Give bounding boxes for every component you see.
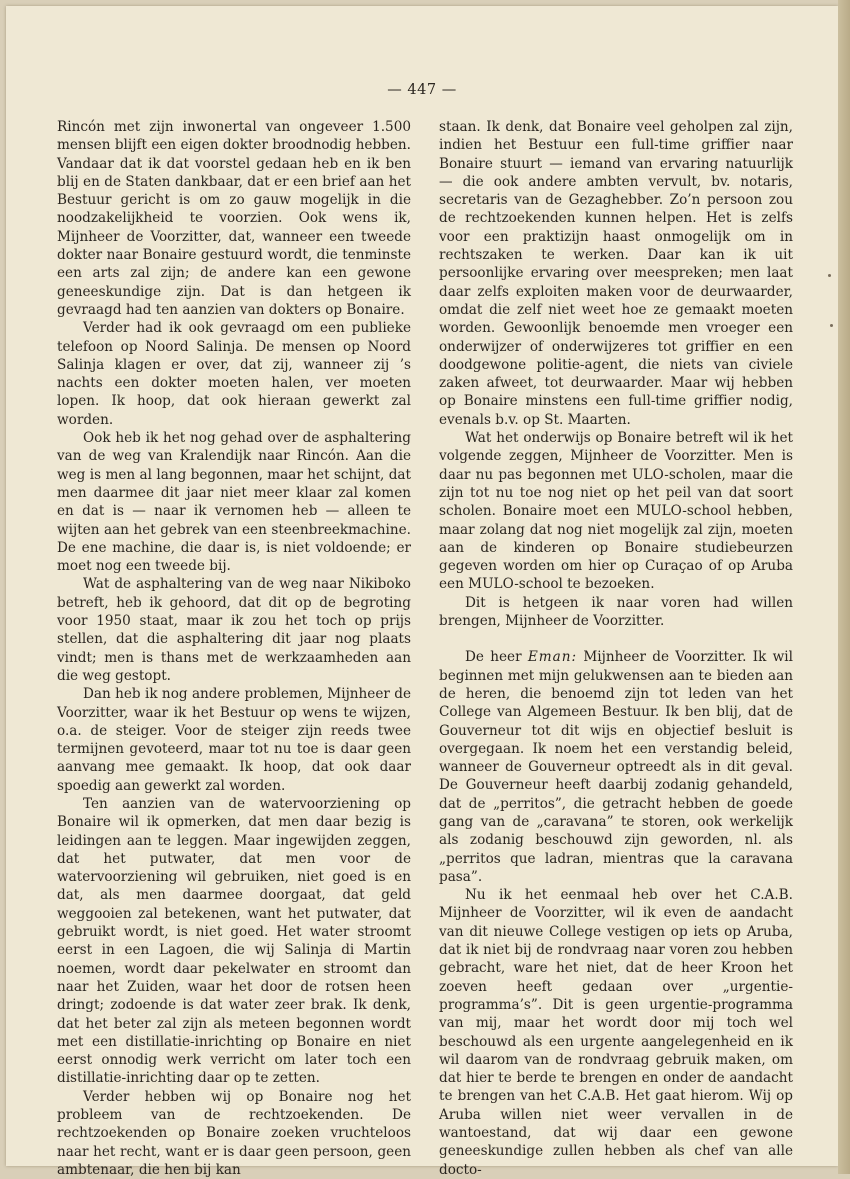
speaker-intro: De heer: [465, 649, 528, 666]
page-number: — 447 —: [387, 82, 457, 98]
paragraph: Dan heb ik nog andere problemen, Mijnheer de Voorzitter, waar ik het Bestuur op wens te wijzen, o.a. de steiger. Voor de steiger zijn reeds twee termijnen gevoteerd, maar tot nu toe is daar geen aanvang mee gemaakt. Ik hoop, dat ook daar spoedig aan gewerkt zal worden.: [57, 686, 411, 794]
scan-speck: [830, 324, 833, 327]
paragraph: Wat het onderwijs op Bonaire betreft wil ik het volgende zeggen, Mijnheer de Voorzitter. Men is daar nu pas begonnen met ULO-scholen, maar die zijn tot nu toe nog niet op het peil van dat soort scholen. Bonaire moet een MULO-school hebben, maar zolang dat nog niet mogelijk zal zijn, moeten aan de kinderen op Bonaire studiebeurzen gegeven worden om hier op Curaçao of op Aruba een MULO-school te bezoeken.: [439, 430, 793, 593]
paragraph: Dit is hetgeen ik naar voren had willen brengen, Mijnheer de Voorzitter.: [439, 594, 793, 630]
left-column: [57, 118, 411, 1179]
document-page: [6, 6, 838, 1178]
speaker-text: Mijnheer de Voorzitter. Ik wil beginnen met mijn gelukwensen aan te bieden aan de heren, die benoemd zijn tot leden van het College van Algemeen Bestuur. Ik ben blij, dat de Gouverneur tot dit wijs en objectief besluit is overgegaan. Ik noem het een verstandig beleid, wanneer de Gouverneur optreedt als in dit geval. De Gouverneur heeft daarbij zodanig gehandeld, dat de „perritos”, die getracht hebben de goede gang van de „caravana” te storen, ook werkelijk als zodanig beschouwd zijn geworden, nl. als „perritos que ladran, mientras que la caravana pasa”.: [439, 649, 793, 885]
scan-speck: [828, 274, 831, 277]
paragraph: Ten aanzien van de watervoorziening op Bonaire wil ik opmerken, dat men daar bezig is leidingen aan te leggen. Maar ingewijden zeggen, dat het putwater, dat men voor de watervoorziening wil gebruiken, niet goed is en dat, als men daarmee doorgaat, dat geld weggooien zal betekenen, want het putwater, dat gebruikt wordt, is niet goed. Het water stroomt eerst in een Lagoen, die wij Salinja di Martin noemen, wordt daar pekelwater en stroomt dan naar het Zuiden, waar het door de rotsen heen dringt; zodoende is dat water zeer brak. Ik denk, dat het beter zal zijn als meteen begonnen wordt met een distillatie-inrichting op Bonaire en niet eerst onnodig werk verricht om later toch een distillatie-inrichting daar op te zetten.: [57, 795, 411, 1087]
paragraph: Wat de asphaltering van de weg naar Nikiboko betreft, heb ik gehoord, dat dit op de begroting voor 1950 staat, maar ik zou het toch op prijs stellen, dat die asphaltering dit jaar nog plaats vindt; men is thans met de werkzaamheden aan die weg gestopt.: [57, 576, 411, 684]
page-edge-shadow: [838, 0, 850, 1174]
speaker-paragraph: [439, 648, 793, 886]
paragraph: Nu ik het eenmaal heb over het C.A.B. Mijnheer de Voorzitter, wil ik even de aandacht van dit nieuwe College vestigen op iets op Aruba, dat ik niet bij de rondvraag naar voren zou hebben gebracht, ware het niet, dat de heer Kroon het zoeven heeft gedaan over „urgentie-programma’s”. Dit is geen urgentie-programma van mij, maar het wordt door mij toch wel beschouwd als een urgente aangelegenheid en ik wil daarom van de rondvraag gebruik maken, om dat hier te berde te brengen en onder de aandacht te brengen van het C.A.B. Het gaat hierom. Wij op Aruba willen niet weer vervallen in de wantoestand, dat wij daar een gewone geneeskundige zullen hebben als chef van alle docto-: [439, 887, 793, 1178]
right-column: [439, 118, 793, 1179]
paragraph: Verder had ik ook gevraagd om een publieke telefoon op Noord Salinja. De mensen op Noord Salinja klagen er over, dat zij, wanneer zij ’s nachts een dokter moeten halen, ver moeten lopen. Ik hoop, dat ook hieraan gewerkt zal worden.: [57, 320, 411, 428]
paragraph: Ook heb ik het nog gehad over de asphaltering van de weg van Kralendijk naar Rincón. Aan die weg is men al lang begonnen, maar het schijnt, dat men daarmee dit jaar niet meer klaar zal komen en dat is — naar ik vernomen heb — alleen te wijten aan het gebrek van een steenbreekmachine. De ene machine, die daar is, is niet voldoende; er moet nog een tweede bij.: [57, 430, 411, 575]
speaker-name: Eman:: [527, 649, 578, 666]
paragraph: staan. Ik denk, dat Bonaire veel geholpen zal zijn, indien het Bestuur een full-time griffier naar Bonaire stuurt — iemand van ervaring natuurlijk — die ook andere ambten vervult, bv. notaris, secretaris van de Gezaghebber. Zo’n persoon zou de rechtzoekenden kunnen helpen. Het is zelfs voor een praktizijn haast onmogelijk om in rechtszaken te werken. Daar kan ik uit persoonlijke ervaring over meespreken; men laat daar zelfs exploiten maken voor de deurwaarder, omdat die zelf niet weet hoe ze gemaakt moeten worden. Gewoonlijk benoemde men vroeger een onderwijzer of onderwijzeres tot griffier en een doodgewone politie-agent, die niets van civiele zaken afweet, tot deurwaarder. Maar wij hebben op Bonaire minstens een full-time griffier nodig, evenals b.v. op St. Maarten.: [439, 119, 793, 428]
paragraph: Rincón met zijn inwonertal van ongeveer 1.500 mensen blijft een eigen dokter broodnodig hebben. Vandaar dat ik dat voorstel gedaan heb en ik ben blij en de Staten dankbaar, dat er een brief aan het Bestuur gericht is om zo gauw mogelijk in die noodzakelijkheid te voorzien. Ook wens ik, Mijnheer de Voorzitter, dat, wanneer een tweede dokter naar Bonaire gestuurd wordt, die tenminste een arts zal zijn; de andere kan een gewone geneeskundige zijn. Dat is dan hetgeen ik gevraagd had ten aanzien van dokters op Bonaire.: [57, 119, 411, 318]
paragraph: Verder hebben wij op Bonaire nog het probleem van de rechtzoekenden. De rechtzoekenden op Bonaire zoeken vruchteloos naar het recht, want er is daar geen persoon, geen ambtenaar, die hen bij kan: [57, 1088, 411, 1178]
